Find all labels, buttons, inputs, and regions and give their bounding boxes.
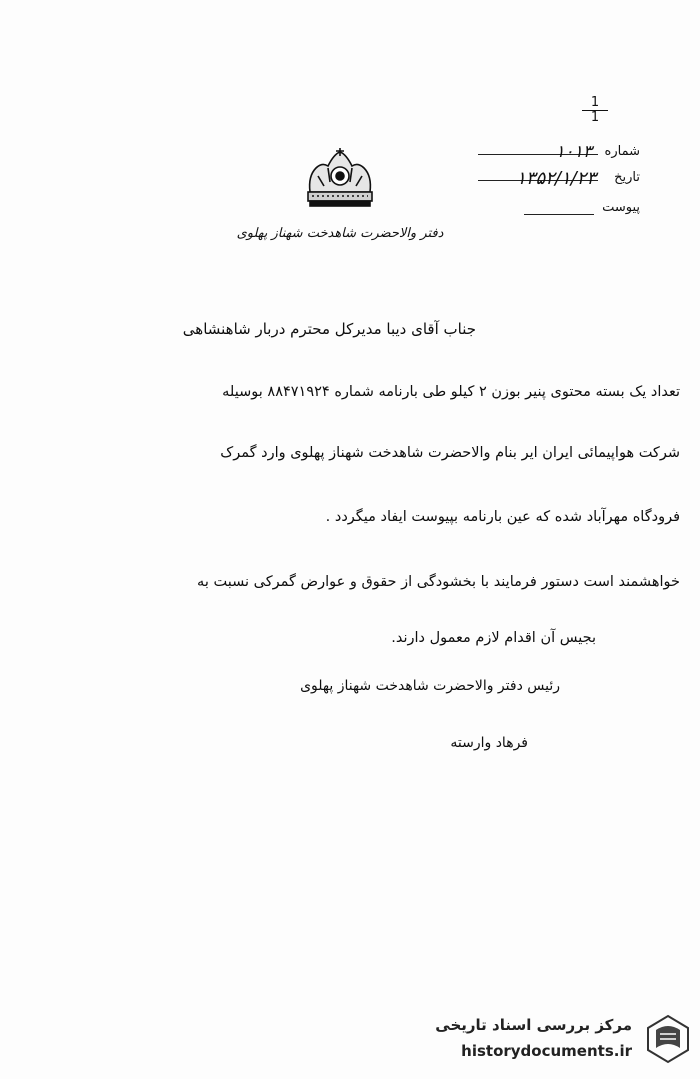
number-value: ۱۰۱۳ xyxy=(555,142,592,162)
number-label: شماره xyxy=(604,144,640,159)
letterhead-title: دفتر والاحضرت شاهدخت شهناز پهلوی xyxy=(236,226,444,241)
page-number-numerator: 1 xyxy=(582,96,608,111)
archive-watermark xyxy=(390,1008,690,1070)
body-line-4: خواهشمند است دستور فرمایند با بخشودگی از حقوق و عوارض گمرکی نسبت به xyxy=(197,574,680,590)
body-line-3: فرودگاه مهرآباد شده که عین بارنامه بپیوست ایفاد میگردد . xyxy=(325,509,680,525)
attachment-label: پیوست xyxy=(602,200,640,215)
date-value: ۱۳۵۲/۱/۲۳ xyxy=(516,168,596,189)
watermark-title: مرکز بررسی اسناد تاریخی xyxy=(435,1016,632,1034)
attachment-rule xyxy=(524,214,594,215)
page-number xyxy=(582,96,608,125)
registry-date-row xyxy=(440,168,640,194)
registry-attachment-row xyxy=(440,198,640,224)
signer-title: رئیس دفتر والاحضرت شاهدخت شهناز پهلوی xyxy=(300,678,560,694)
body-line-2: شرکت هواپیمائی ایران ایر بنام والاحضرت شاهدخت شهناز پهلوی وارد گمرک xyxy=(220,445,680,461)
pahlavi-crown-icon xyxy=(300,146,380,210)
archive-logo-icon xyxy=(646,1014,690,1064)
registry-number-row xyxy=(440,142,640,168)
watermark-url: historydocuments.ir xyxy=(461,1042,632,1060)
body-line-1: تعداد یک بسته محتوی پنیر بوزن ۲ کیلو طی بارنامه شماره ۸۸۴۷۱۹۲۴ بوسیله xyxy=(222,384,680,400)
date-label: تاریخ xyxy=(614,170,640,185)
body-line-5: بجیس آن اقدام لازم معمول دارند. xyxy=(391,630,596,646)
page-number-denominator: 1 xyxy=(590,110,600,125)
signature-name: فرهاد وارسته xyxy=(450,735,528,751)
salutation: جناب آقای دیبا مدیرکل محترم دربار شاهنشاهی xyxy=(182,320,476,338)
